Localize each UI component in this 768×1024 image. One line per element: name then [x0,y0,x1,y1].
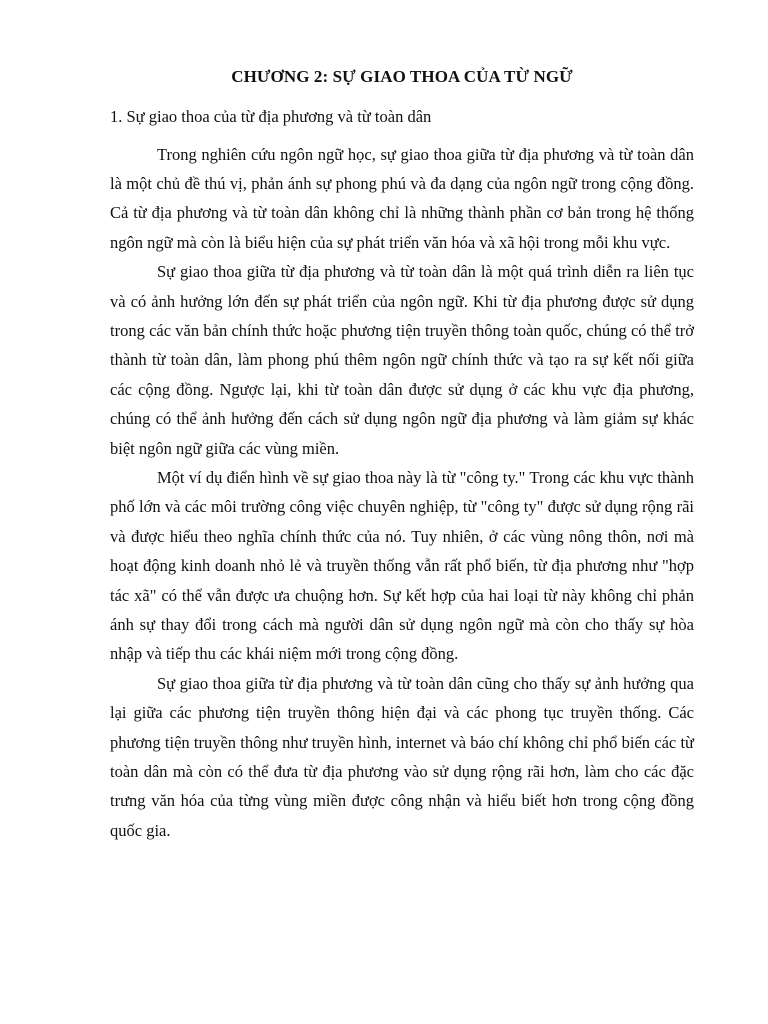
body-paragraph-2: Sự giao thoa giữa từ địa phương và từ toàn dân là một quá trình diễn ra liên tục và có ảnh hưởng lớn đến sự phát triển của ngôn ngữ. Khi từ địa phương được sử dụng trong các văn bản chính thức hoặc phương tiện truyền thông toàn quốc, chúng có thể trở thành từ toàn dân, làm phong phú thêm ngôn ngữ chính thức và tạo ra sự kết nối giữa các cộng đồng. Ngược lại, khi từ toàn dân được sử dụng ở các khu vực địa phương, chúng có thể ảnh hưởng đến cách sử dụng ngôn ngữ địa phương và làm giảm sự khác biệt ngôn ngữ giữa các vùng miền. [110,262,694,458]
body-paragraph-1: Trong nghiên cứu ngôn ngữ học, sự giao thoa giữa từ địa phương và từ toàn dân là một chủ đề thú vị, phản ánh sự phong phú và đa dạng của ngôn ngữ trong cộng đồng. Cả từ địa phương và từ toàn dân không chỉ là những thành phần cơ bản trong hệ thống ngôn ngữ mà còn là biểu hiện của sự phát triển văn hóa và xã hội trong mỗi khu vực. [110,144,694,252]
section-heading: 1. Sự giao thoa của từ địa phương và từ toàn dân [110,107,432,127]
body-paragraph-4: Sự giao thoa giữa từ địa phương và từ toàn dân cũng cho thấy sự ảnh hưởng qua lại giữa các phương tiện truyền thông hiện đại và các phong tục truyền thống. Các phương tiện truyền thông như truyền hình, internet và báo chí không chỉ phổ biến các từ toàn dân mà còn có thể đưa từ địa phương vào sử dụng rộng rãi hơn, làm cho các đặc trưng văn hóa của từng vùng miền được công nhận và hiểu biết hơn trong cộng đồng quốc gia. [110,673,694,840]
chapter-title: CHƯƠNG 2: SỰ GIAO THOA CỦA TỪ NGỮ [231,67,573,86]
body-paragraph-3: Một ví dụ điển hình về sự giao thoa này là từ "công ty." Trong các khu vực thành phố lớn và các môi trường công việc chuyên nghiệp, từ "công ty" được sử dụng rộng rãi và được hiểu theo nghĩa chính thức của nó. Tuy nhiên, ở các vùng nông thôn, nơi mà hoạt động kinh doanh nhỏ lẻ và truyền thống vẫn rất phổ biến, từ địa phương như "hợp tác xã" có thể vẫn được ưa chuộng hơn. Sự kết hợp của hai loại từ này không chỉ phản ánh sự thay đổi trong cách mà người dân sử dụng ngôn ngữ mà còn cho thấy sự hòa nhập và tiếp thu các khái niệm mới trong cộng đồng. [110,468,694,664]
